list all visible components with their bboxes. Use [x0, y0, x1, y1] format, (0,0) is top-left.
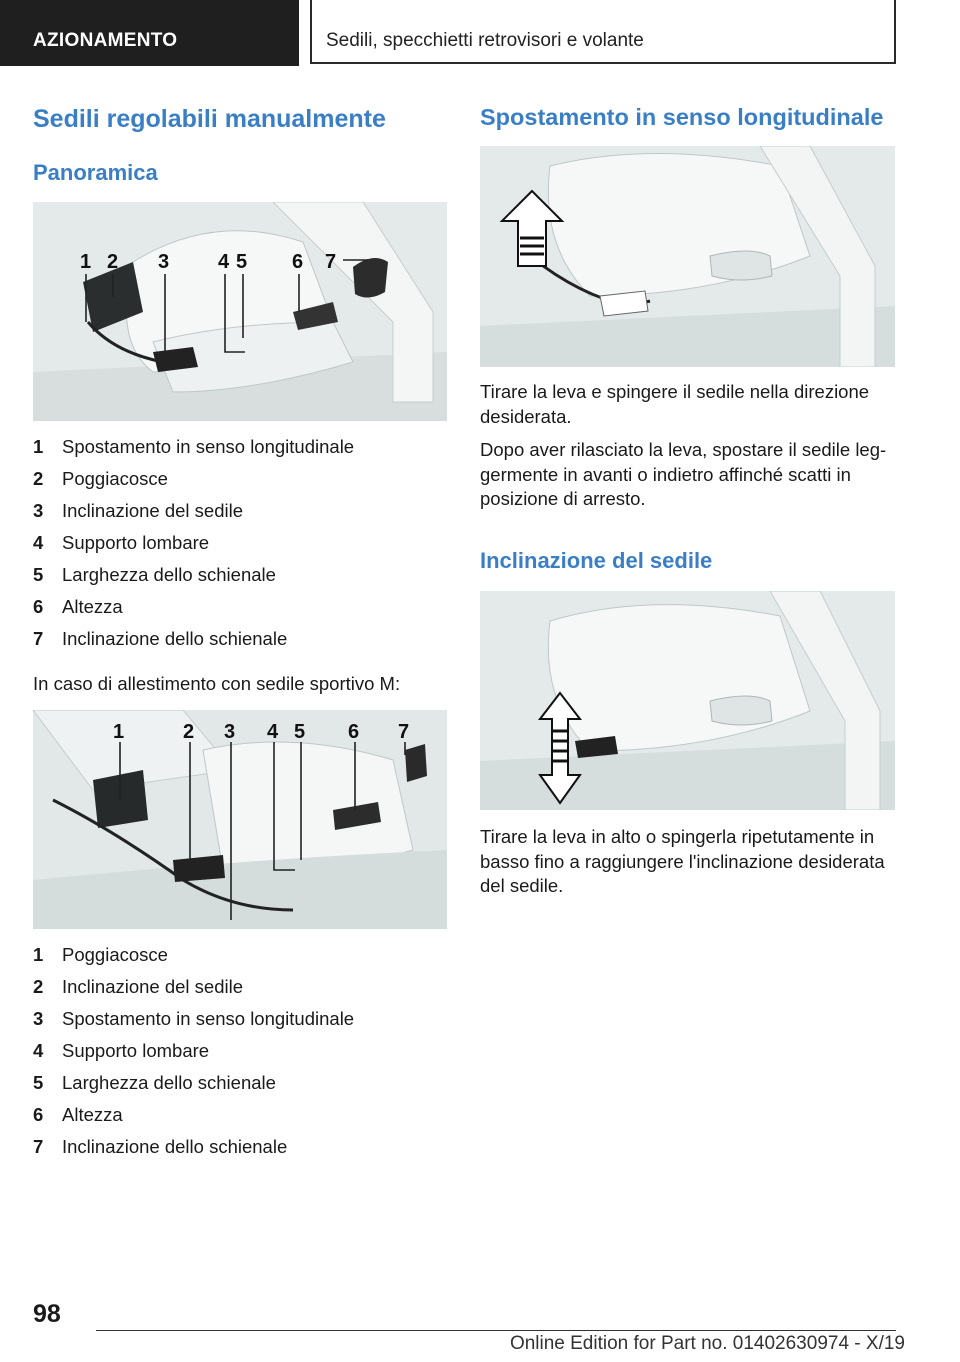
list-item: 5 Larghezza dello schienale — [33, 1072, 276, 1093]
figure2-label-1: 1 — [113, 721, 125, 743]
sport-seat-illustration — [33, 710, 447, 929]
longitudinal-paragraph-1: Tirare la leva e spingere il sedile nella direzione desiderata. — [480, 381, 870, 427]
overview-legend-list — [33, 436, 354, 660]
section-tab: AZIONAMENTO — [0, 0, 299, 66]
page-number: 98 — [33, 1300, 61, 1328]
list-item: 3 Inclinazione del sedile — [33, 500, 244, 521]
list-item: 2 Inclinazione del sedile — [33, 976, 244, 997]
figure1-label-1: 1 — [80, 251, 92, 273]
seat-tilt-figure — [480, 591, 895, 810]
list-item: 6 Altezza — [33, 1104, 123, 1125]
list-item: 6 Altezza — [33, 596, 123, 617]
sport-seat-intro: In caso di allestimento con sedile sportivo M: — [33, 673, 401, 694]
section-title-seat-tilt: Inclinazione del sedile — [480, 548, 713, 573]
page-header — [0, 0, 960, 66]
figure1-label-5: 5 — [236, 251, 248, 273]
footer-divider — [96, 1330, 896, 1331]
list-item: 3 Spostamento in senso longitudinale — [33, 1008, 355, 1029]
figure2-label-7: 7 — [398, 721, 410, 743]
subtitle-overview: Panoramica — [33, 160, 158, 185]
list-item: 1 Poggiacosce — [33, 944, 168, 965]
longitudinal-illustration — [480, 146, 895, 367]
figure2-label-6: 6 — [348, 721, 360, 743]
figure2-label-2: 2 — [183, 721, 195, 743]
seat-tilt-paragraph: Tirare la leva in alto o spingerla ripetutamente in basso fino a raggiungere l'inclinazione desiderata del sedile. — [480, 826, 885, 896]
figure2-label-4: 4 — [267, 721, 279, 743]
section-title-longitudinal: Spostamento in senso longitudinale — [480, 104, 884, 130]
sport-seat-figure — [33, 710, 447, 929]
section-title-manual-seats: Sedili regolabili manualmente — [33, 105, 386, 133]
footer-edition: Online Edition for Part no. 01402630974 - X/19 — [509, 1333, 905, 1354]
sport-seat-legend-list — [33, 944, 354, 1168]
seat-overview-illustration — [33, 202, 447, 421]
figure1-label-4: 4 — [218, 251, 230, 273]
list-item: 5 Larghezza dello schienale — [33, 564, 276, 585]
list-item: 7 Inclinazione dello schienale — [33, 1136, 288, 1157]
figure2-label-3: 3 — [224, 721, 236, 743]
seat-tilt-illustration — [480, 591, 895, 810]
list-item: 4 Supporto lombare — [33, 532, 210, 553]
figure1-label-3: 3 — [158, 251, 170, 273]
figure2-label-5: 5 — [294, 721, 306, 743]
list-item: 4 Supporto lombare — [33, 1040, 210, 1061]
figure1-label-2: 2 — [107, 251, 119, 273]
seat-overview-figure — [33, 202, 447, 421]
list-item: 7 Inclinazione dello schienale — [33, 628, 288, 649]
list-item: 2 Poggiacosce — [33, 468, 168, 489]
list-item: 1 Spostamento in senso longitudinale — [33, 436, 355, 457]
longitudinal-paragraph-2: Dopo aver rilasciato la leva, spostare il sedile leg-germente in avanti o indietro affinché scatti in posizione di arresto. — [480, 439, 887, 509]
longitudinal-figure — [480, 146, 895, 367]
chapter-title: Sedili, specchietti retrovisori e volante — [312, 0, 896, 64]
figure1-label-6: 6 — [292, 251, 304, 273]
figure1-label-7: 7 — [325, 251, 337, 273]
